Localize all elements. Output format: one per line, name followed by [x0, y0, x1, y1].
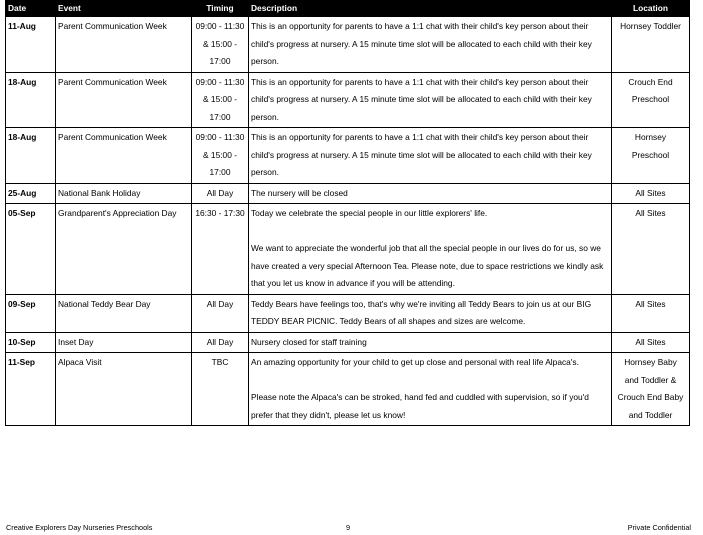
location-line: All Sites	[635, 298, 666, 309]
cell-event: National Teddy Bear Day	[56, 294, 192, 332]
cell-date: 05-Sep	[6, 204, 56, 295]
cell-location	[612, 183, 690, 204]
cell-event: Inset Day	[56, 332, 192, 353]
cell-description	[249, 17, 612, 73]
description-paragraph: An amazing opportunity for your child to get up close and personal with real life Alpaca's.	[251, 357, 579, 367]
cell-event: Grandparent's Appreciation Day	[56, 204, 192, 295]
cell-date: 09-Sep	[6, 294, 56, 332]
location-line: and Toddler &	[624, 374, 677, 385]
location-line: All Sites	[635, 336, 666, 347]
timing-line: 17:00	[209, 111, 231, 122]
location-line: Preschool	[631, 94, 670, 104]
footer-page-number: 9	[346, 523, 351, 532]
paragraph-gap	[251, 372, 609, 390]
cell-timing	[192, 183, 249, 204]
location-line: and Toddler	[628, 409, 673, 420]
timing-line: 17:00	[209, 56, 231, 66]
cell-timing	[192, 128, 249, 184]
location-line: All Sites	[635, 208, 666, 218]
timing-line: 09:00 - 11:30	[195, 132, 245, 142]
location-line: Crouch End Baby	[617, 392, 684, 402]
location-line: Hornsey Toddler	[620, 21, 681, 31]
cell-date: 18-Aug	[6, 128, 56, 184]
cell-timing	[192, 72, 249, 128]
cell-location	[612, 353, 690, 426]
description-paragraph: We want to appreciate the wonderful job that all the special people in our lives do for us, so we have created a very special Afternoon Tea. Please note, due to space restrictions we kindly ask that you let us know in advance if you will be attending.	[251, 243, 604, 288]
table-row	[6, 353, 690, 426]
header-event: Event	[56, 1, 192, 17]
header-description: Description	[249, 1, 612, 17]
location-line: All Sites	[635, 187, 666, 198]
cell-description	[249, 128, 612, 184]
events-table	[5, 0, 690, 426]
timing-line: 09:00 - 11:30	[195, 76, 245, 87]
cell-timing	[192, 353, 249, 426]
cell-location	[612, 128, 690, 184]
cell-event: Alpaca Visit	[56, 353, 192, 426]
table-row	[6, 294, 690, 332]
table-row	[6, 128, 690, 184]
location-line: Crouch End	[628, 76, 673, 87]
timing-line: 17:00	[209, 167, 231, 177]
cell-description	[249, 72, 612, 128]
cell-timing	[192, 332, 249, 353]
cell-event: National Bank Holiday	[56, 183, 192, 204]
table-row	[6, 17, 690, 73]
cell-timing	[192, 204, 249, 295]
header-location: Location	[612, 1, 690, 17]
location-line: Hornsey	[634, 132, 667, 142]
cell-timing	[192, 17, 249, 73]
cell-event: Parent Communication Week	[56, 72, 192, 128]
cell-event: Parent Communication Week	[56, 17, 192, 73]
table-row	[6, 332, 690, 353]
description-paragraph: This is an opportunity for parents to have a 1:1 chat with their child's key person about their child's progress at nursery. A 15 minute time slot will be allocated to each child with their key person.	[251, 21, 592, 66]
timing-line: All Day	[206, 298, 234, 309]
paragraph-gap	[251, 223, 609, 241]
location-line: Preschool	[631, 149, 670, 160]
footer-confidential: Private Confidential	[627, 523, 691, 532]
timing-line: 16:30 - 17:30	[195, 208, 245, 218]
timing-line: & 15:00 -	[203, 149, 237, 160]
table-row	[6, 72, 690, 128]
cell-description	[249, 332, 612, 353]
cell-description	[249, 353, 612, 426]
description-paragraph: The nursery will be closed	[251, 187, 348, 198]
cell-date: 10-Sep	[6, 332, 56, 353]
cell-event: Parent Communication Week	[56, 128, 192, 184]
cell-date: 11-Aug	[6, 17, 56, 73]
cell-description	[249, 204, 612, 295]
timing-line: All Day	[206, 336, 234, 347]
timing-line: TBC	[211, 357, 229, 367]
cell-date: 25-Aug	[6, 183, 56, 204]
cell-description	[249, 294, 612, 332]
cell-location	[612, 332, 690, 353]
cell-location	[612, 72, 690, 128]
description-paragraph: This is an opportunity for parents to have a 1:1 chat with their child's key person about their child's progress at nursery. A 15 minute time slot will be allocated to each child with their key person.	[251, 132, 592, 177]
cell-description	[249, 183, 612, 204]
timing-line: & 15:00 -	[203, 94, 237, 104]
table-body	[6, 17, 690, 426]
timing-line: & 15:00 -	[203, 38, 237, 49]
cell-timing	[192, 294, 249, 332]
location-line: Hornsey Baby	[624, 357, 677, 367]
table-row	[6, 183, 690, 204]
cell-location	[612, 204, 690, 295]
table-header-row	[6, 1, 690, 17]
cell-date: 11-Sep	[6, 353, 56, 426]
table-row	[6, 204, 690, 295]
cell-location	[612, 294, 690, 332]
timing-line: 09:00 - 11:30	[195, 21, 245, 31]
header-timing: Timing	[192, 1, 249, 17]
description-paragraph: Nursery closed for staff training	[251, 336, 367, 347]
timing-line: All Day	[206, 187, 234, 198]
footer-company-name: Creative Explorers Day Nurseries Preschools	[6, 523, 153, 532]
header-date: Date	[6, 1, 56, 17]
description-paragraph: Please note the Alpaca's can be stroked, hand fed and cuddled with supervision, so if you'd prefer that they didn't, please let us know!	[251, 392, 589, 420]
cell-location	[612, 17, 690, 73]
description-paragraph: Teddy Bears have feelings too, that's why we're inviting all Teddy Bears to join us at our BIG TEDDY BEAR PICNIC. Teddy Bears of all shapes and sizes are welcome.	[251, 298, 592, 326]
description-paragraph: Today we celebrate the special people in our little explorers' life.	[251, 208, 488, 218]
cell-date: 18-Aug	[6, 72, 56, 128]
description-paragraph: This is an opportunity for parents to have a 1:1 chat with their child's key person about their child's progress at nursery. A 15 minute time slot will be allocated to each child with their key person.	[251, 76, 592, 122]
